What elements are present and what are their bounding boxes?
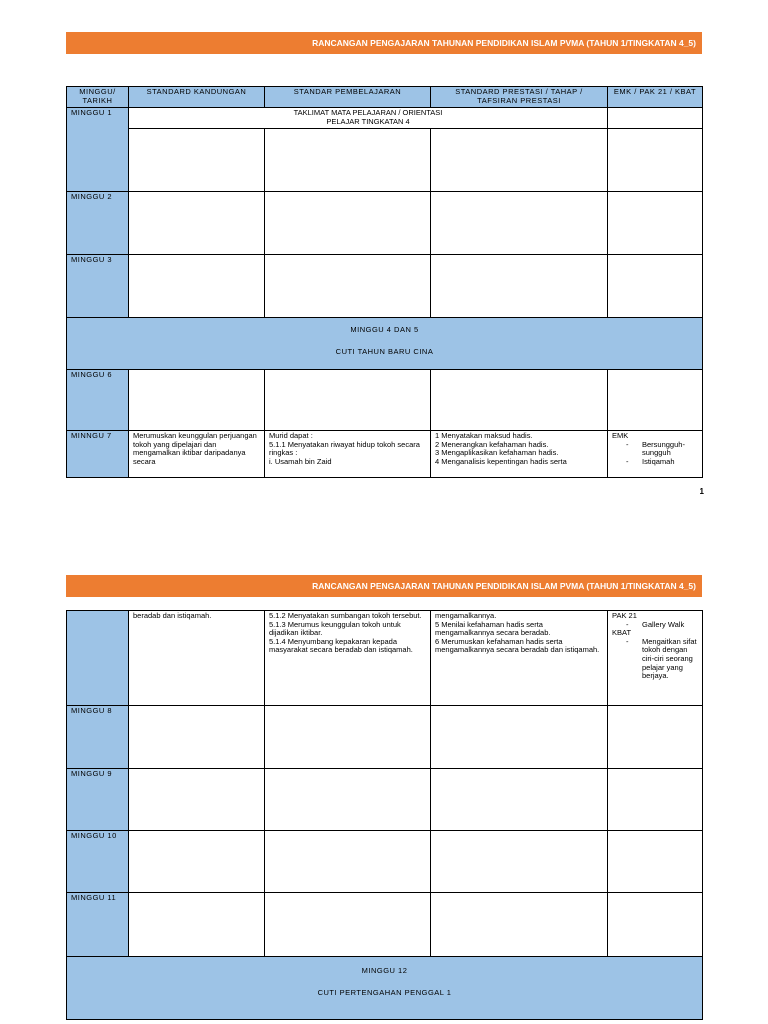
week-7-sk: Merumuskan keunggulan perjuangan tokoh yang dipelajari dan mengamalkan iktibar daripadanya secara: [128, 430, 265, 478]
kbat-title: KBAT: [612, 628, 632, 638]
week-8-emk: [607, 705, 703, 769]
week-2-emk: [607, 191, 703, 255]
holiday-band-cny: [66, 317, 703, 370]
week-1-emk-body: [607, 128, 703, 192]
sp-line: Murid dapat :: [269, 431, 313, 440]
col-header-standard-kandungan: STANDARD KANDUNGAN: [128, 86, 265, 108]
header-bar-page-2: [66, 575, 702, 597]
emk-item: - Bersungguh-sungguh: [626, 439, 685, 458]
week-7-sp-continued: [264, 610, 431, 706]
pak21-title: PAK 21: [612, 611, 637, 620]
spr-line: 1 Menyatakan maksud hadis.: [435, 431, 533, 440]
week-3-sp: [264, 254, 431, 318]
sp-line: i. Usamah bin Zaid: [269, 456, 332, 466]
week-1-spr: [430, 128, 608, 192]
week-8-spr: [430, 705, 608, 769]
week-8-sp: [264, 705, 431, 769]
week-label-6: MINGGU 6: [66, 369, 129, 431]
sp-line: 5.1.3 Merumus keunggulan tokoh untuk dijadikan iktibar.: [269, 619, 401, 638]
week-label-7: MINNGU 7: [66, 430, 129, 478]
week-1-sk: [128, 128, 265, 192]
week-2-spr: [430, 191, 608, 255]
sp-line: 5.1.4 Menyumbang kepakaran kepada masyarakat secara beradab dan istiqamah.: [269, 636, 413, 655]
week-label-9: MINGGU 9: [66, 768, 129, 831]
sp-line: 5.1.1 Menyatakan riwayat hidup tokoh secara ringkas :: [269, 439, 420, 458]
col-header-standard-prestasi: STANDARD PRESTASI / TAHAP / TAFSIRAN PRESTASI: [430, 86, 608, 108]
week-11-spr: [430, 892, 608, 957]
col-header-standard-pembelajaran: STANDAR PEMBELAJARAN: [264, 86, 431, 108]
week-label-10: MINGGU 10: [66, 830, 129, 893]
holiday-band-cny-label: CUTI TAHUN BARU CINA: [335, 347, 434, 356]
holiday-band-mid-term-week: MINGGU 12: [361, 966, 408, 975]
week-2-sk: [128, 191, 265, 255]
col-header-minggu: MINGGU/ TARIKH: [66, 86, 129, 108]
spr-line: 6 Merumuskan kefahaman hadis serta mengamalkannya secara beradab dan istiqamah.: [435, 636, 600, 655]
spr-line: mengamalkannya.: [435, 611, 497, 620]
week-6-spr: [430, 369, 608, 431]
page-number: 1: [699, 487, 704, 496]
header-title: RANCANGAN PENGAJARAN TAHUNAN PENDIDIKAN ISLAM PVMA (TAHUN 1/TINGKATAN 4_5): [312, 581, 696, 591]
week-11-sp: [264, 892, 431, 957]
sp-line: 5.1.2 Menyatakan sumbangan tokoh tersebut.: [269, 611, 422, 620]
col-header-emk: EMK / PAK 21 / KBAT: [607, 86, 703, 108]
week-9-emk: [607, 768, 703, 831]
week-9-sp: [264, 768, 431, 831]
week-1-note: TAKLIMAT MATA PELAJARAN / ORIENTASI PELAJAR TINGKATAN 4: [128, 107, 608, 129]
week-9-sk: [128, 768, 265, 831]
holiday-band-mid-term-label: CUTI PERTENGAHAN PENGGAL 1: [317, 988, 452, 997]
week-7-continued-label: [66, 610, 129, 706]
week-2-sp: [264, 191, 431, 255]
week-3-sk: [128, 254, 265, 318]
week-3-spr: [430, 254, 608, 318]
week-10-emk: [607, 830, 703, 893]
week-6-sk: [128, 369, 265, 431]
emk-item: - Istiqamah: [626, 456, 675, 466]
week-7-spr-continued: [430, 610, 608, 706]
holiday-band-mid-term: [66, 956, 703, 1020]
header-title: RANCANGAN PENGAJARAN TAHUNAN PENDIDIKAN ISLAM PVMA (TAHUN 1/TINGKATAN 4_5): [312, 38, 696, 48]
week-label-1: MINGGU 1: [66, 107, 129, 192]
week-10-sk: [128, 830, 265, 893]
week-1-sp: [264, 128, 431, 192]
kbat-item: - Mengaitkan sifat tokoh dengan ciri-ciri seorang pelajar yang berjaya.: [626, 636, 697, 681]
week-7-emk-continued: [607, 610, 703, 706]
week-8-sk: [128, 705, 265, 769]
week-7-sp: [264, 430, 431, 478]
emk-title: EMK: [612, 431, 629, 440]
spr-line: 5 Menilai kefahaman hadis serta mengamalkannya secara beradab.: [435, 619, 551, 638]
week-1-emk: [607, 107, 703, 129]
week-11-emk: [607, 892, 703, 957]
week-label-3: MINGGU 3: [66, 254, 129, 318]
week-7-emk: [607, 430, 703, 478]
week-label-11: MINGGU 11: [66, 892, 129, 957]
week-6-emk: [607, 369, 703, 431]
holiday-band-cny-week: MINGGU 4 DAN 5: [350, 325, 419, 334]
week-11-sk: [128, 892, 265, 957]
week-9-spr: [430, 768, 608, 831]
header-bar: [66, 32, 702, 54]
spr-line: 3 Mengaplikasikan kefahaman hadis.: [435, 448, 559, 458]
pak21-item: - Gallery Walk: [626, 619, 685, 629]
week-3-emk: [607, 254, 703, 318]
week-10-spr: [430, 830, 608, 893]
week-7-sk-continued: beradab dan istiqamah.: [128, 610, 265, 706]
spr-line: 2 Menerangkan kefahaman hadis.: [435, 439, 549, 449]
week-10-sp: [264, 830, 431, 893]
week-label-8: MINGGU 8: [66, 705, 129, 769]
week-label-2: MINGGU 2: [66, 191, 129, 255]
week-6-sp: [264, 369, 431, 431]
spr-line: 4 Menganalisis kepentingan hadis serta: [435, 456, 567, 466]
week-7-spr: [430, 430, 608, 478]
